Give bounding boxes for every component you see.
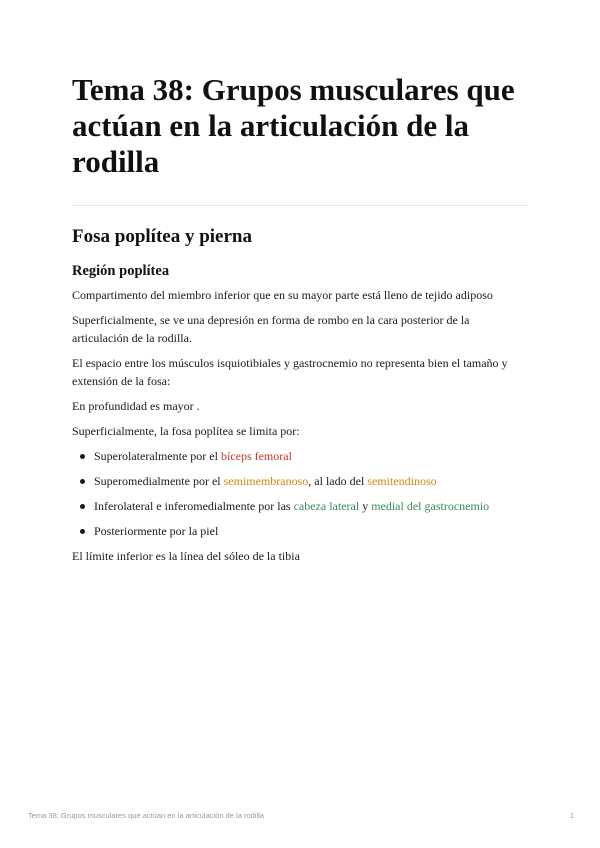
- highlight-medial-gastrocnemio: medial del gastrocnemio: [371, 499, 490, 513]
- highlight-cabeza-lateral: cabeza lateral: [293, 499, 360, 513]
- list-item-text: , al lado del: [308, 474, 368, 488]
- bullet-icon: [80, 504, 85, 509]
- subsection-heading: Región poplítea: [72, 263, 170, 279]
- bullet-icon: [80, 529, 85, 534]
- list-item: [94, 472, 528, 490]
- highlight-semimembranoso: semimembranoso: [223, 474, 309, 488]
- page-number: 1: [569, 811, 574, 820]
- highlight-biceps-femoral: bíceps femoral: [220, 449, 292, 463]
- paragraph-3: El espacio entre los músculos isquiotibiales y gastrocnemio no representa bien el tamaño y extensión de la fosa:: [72, 356, 508, 388]
- bullet-icon: [80, 479, 85, 484]
- page-title: Tema 38: Grupos musculares que actúan en la articulación de la rodilla: [72, 72, 515, 179]
- footer-title: Tema 38: Grupos musculares que actúan en la articulación de la rodilla: [28, 811, 264, 820]
- paragraph-2: Superficialmente, se ve una depresión en forma de rombo en la cara posterior de la articulación de la rodilla.: [72, 313, 470, 345]
- highlight-semitendinoso: semitendinoso: [367, 474, 437, 488]
- paragraph-4: En profundidad es mayor .: [72, 399, 200, 413]
- section-heading: Fosa poplítea y pierna: [72, 226, 252, 247]
- page-footer: [28, 811, 574, 820]
- list-item-text: Inferolateral e inferomedialmente por las: [94, 499, 294, 513]
- list-item-text: Posteriormente por la piel: [94, 524, 219, 538]
- content-body: [72, 286, 528, 572]
- list-item-text: Superolateralmente por el: [94, 449, 221, 463]
- paragraph-5: Superficialmente, la fosa poplítea se limita por:: [72, 424, 300, 438]
- list-item: [94, 497, 528, 515]
- paragraph-1: Compartimento del miembro inferior que en su mayor parte está lleno de tejido adiposo: [72, 288, 493, 302]
- paragraph-6: El límite inferior es la línea del sóleo de la tibia: [72, 549, 300, 563]
- list-item: [94, 522, 528, 540]
- bullet-icon: [80, 454, 85, 459]
- title-divider: [72, 205, 528, 206]
- list-item-text: Superomedialmente por el: [94, 474, 224, 488]
- list-item-text: y: [359, 499, 372, 513]
- list-item: [94, 447, 528, 465]
- boundary-list: [72, 447, 528, 540]
